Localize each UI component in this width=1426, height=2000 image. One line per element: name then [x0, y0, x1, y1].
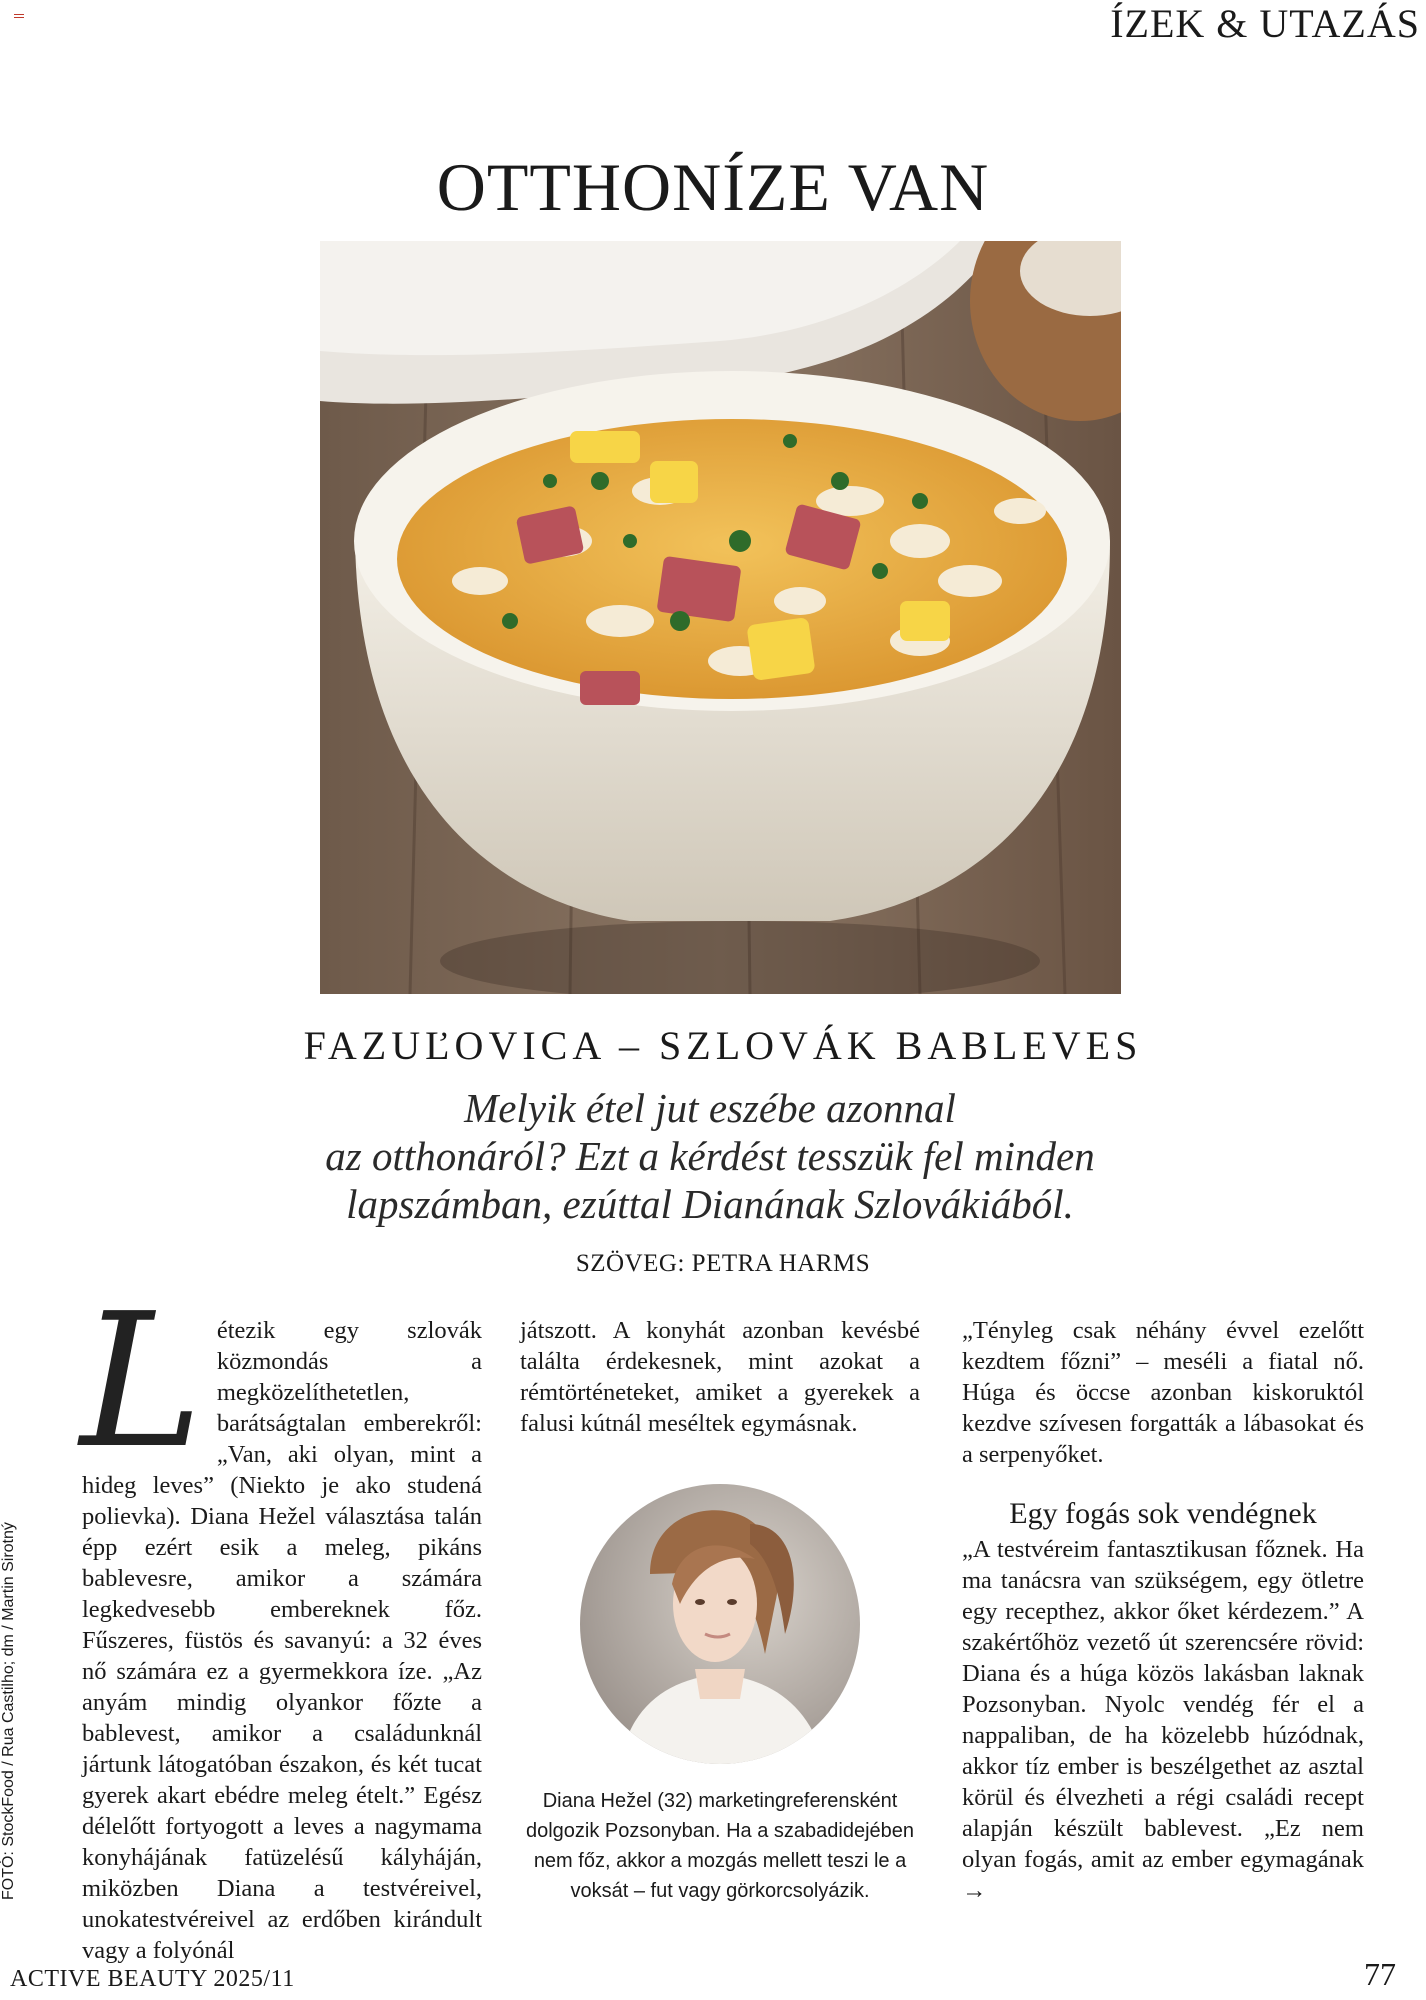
lead-line: Melyik étel jut eszébe azonnal	[464, 1085, 956, 1131]
caption-line: nem főz, akkor a mozgás mellett teszi le a	[533, 1850, 907, 1872]
portrait-photo	[580, 1484, 860, 1764]
article-subtitle: FAZUĽOVICA – SZLOVÁK BABLEVES	[303, 1023, 1143, 1068]
article-column-3	[962, 1315, 1364, 1906]
magazine-issue: ACTIVE BEAUTY 2025/11	[10, 1966, 295, 1992]
lead-line: az otthonáról? Ezt a kérdést tesszük fel minden	[325, 1133, 1095, 1179]
page-title: OTTHONÍZE VAN	[436, 149, 990, 225]
paragraph: „Tényleg csak néhány évvel ezelőtt kezdtem főzni” – meséli a fiatal nő. Húga és öccse azonban kiskoruktól kezdve szívesen forgatták a lábasokat és a serpenyőket.	[962, 1317, 1364, 1468]
caption-line: dolgozik Pozsonyban. Ha a szabadidejében	[525, 1820, 915, 1842]
article-column-1	[80, 1273, 482, 1966]
section-heading: Egy fogás sok vendégnek	[1009, 1497, 1317, 1530]
section-tag: ÍZEK & UTAZÁS	[1110, 1, 1420, 46]
paragraph: játszott. A konyhát azonban kevésbé találta érdekesnek, mint azokat a rémtörténeteket, amiket a gyerekek a falusi kútnál meséltek egymásnak.	[520, 1317, 920, 1437]
photo-credit	[0, 1522, 17, 1901]
article-column-2	[520, 1315, 920, 1439]
article-lead	[270, 1084, 1150, 1228]
caption-line: Diana Hežel (32) marketingreferensként	[542, 1790, 898, 1812]
photo-caption	[500, 1786, 940, 1906]
page-number: 77	[1364, 1956, 1396, 1992]
paragraph: „A testvéreim fantasztikusan főznek. Ha ma tanácsra van szükségem, egy ötletre egy recepthez, akkor őket kérdezem.” A szakértőhöz vezető út szerencsére rövid: Diana és a húga közös lakásban laknak Pozsonyban. Nyolc vendég fér el a nappaliban, de ha közelebb húzódnak, akkor tíz ember is beszélgethet az asztal körül és élvezheti a régi családi recept alapján készült bablevest. „Ez nem olyan fogás, amit az ember egymagának →	[962, 1536, 1364, 1904]
byline: SZÖVEG: PETRA HARMS	[575, 1250, 871, 1277]
soup-photo	[320, 241, 1121, 994]
caption-line: voksát – fut vagy görkorcsolyázik.	[570, 1880, 870, 1902]
photo-credit-text: FOTÓ: StockFood / Rua Castilho; dm / Martin Sirotný	[0, 1522, 17, 1900]
paragraph: étezik egy szlovák közmondás a megközelíthetetlen, barátságtalan emberekről: „Van, aki olyan, mint a hideg leves” (Niekto je ako studená polievka). Diana Hežel választása talán épp ezért esik a meleg, pikáns bablevesre, amikor a számára legkedvesebb embereknek főz. Fűszeres, füstös és savanyú: a 32 éves nő számára ez a gyermekkora íze. „Az anyám mindig olyankor főzte a bablevest, amikor a családunknál jártunk látogatóban északon, és két tucat gyerek akart ebédre meleg ételt.” Egész délelőtt fortyogott a leves a nagymama konyhájának fatüzelésű kályháján, miközben Diana a testvéreivel, unokatestvéreivel az erdőben kirándult vagy a folyónál	[82, 1317, 482, 1964]
menu-icon[interactable]	[14, 14, 24, 20]
lead-line: lapszámban, ezúttal Dianának Szlovákiából.	[346, 1181, 1074, 1227]
drop-cap: L	[80, 1273, 203, 1489]
